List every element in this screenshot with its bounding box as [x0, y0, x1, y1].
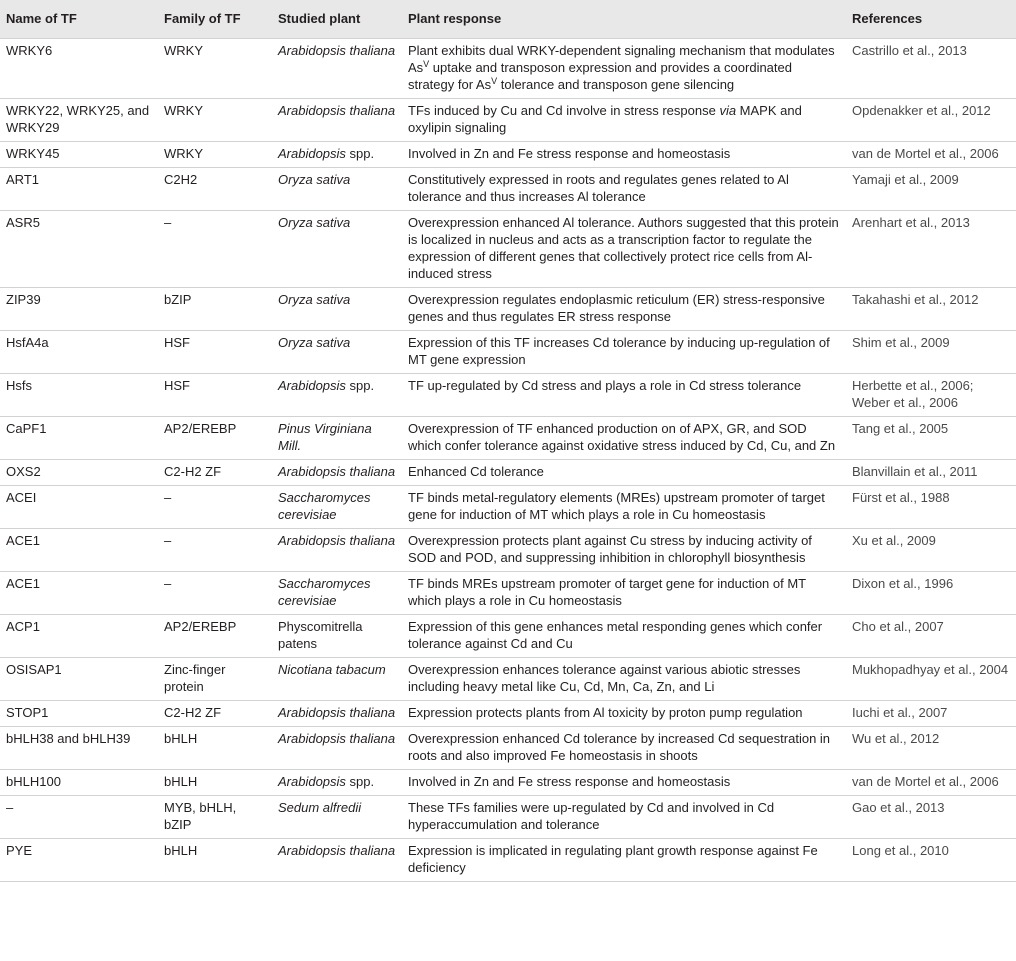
studied-plant-cell: Arabidopsis thaliana	[278, 102, 396, 118]
tf-family-cell: C2-H2 ZF	[164, 463, 222, 479]
tf-name-cell: bHLH38 and bHLH39	[6, 730, 131, 746]
tf-name-cell: ACE1	[6, 575, 40, 591]
reference-cell: Long et al., 2010	[852, 842, 949, 858]
table-row	[0, 416, 1016, 459]
table-row	[0, 330, 1016, 373]
reference-cell: van de Mortel et al., 2006	[852, 773, 999, 789]
tf-name-cell: WRKY6	[6, 42, 53, 58]
table-row	[0, 614, 1016, 657]
studied-plant-cell: Arabidopsis thaliana	[278, 42, 396, 58]
tf-family-cell: bHLH	[164, 773, 198, 789]
reference-cell: Fürst et al., 1988	[852, 489, 950, 505]
header-name-of-tf: Name of TF	[6, 11, 77, 27]
reference-cell: Takahashi et al., 2012	[852, 291, 979, 307]
plant-response-cell: Expression of this gene enhances metal responding genes which confer tolerance against Cd and Cu	[408, 618, 823, 651]
tf-name-cell: OXS2	[6, 463, 41, 479]
studied-plant-cell: Arabidopsis thaliana	[278, 463, 396, 479]
plant-response-cell: Plant exhibits dual WRKY-dependent signaling mechanism that modulates $As^V$ uptake and transposon expression and provides a coordinated strategy for $As^V$ tolerance and transposon gene silencing	[408, 42, 835, 92]
reference-cell: Xu et al., 2009	[852, 532, 936, 548]
table-row	[0, 141, 1016, 167]
reference-cell: Mukhopadhyay et al., 2004	[852, 661, 1009, 677]
plant-response-cell: Constitutively expressed in roots and regulates genes related to Al tolerance and thus increases Al tolerance	[408, 171, 789, 204]
table-row	[0, 571, 1016, 614]
reference-cell: Shim et al., 2009	[852, 334, 950, 350]
studied-plant-cell: Arabidopsis thaliana	[278, 532, 396, 548]
tf-name-cell: WRKY45	[6, 145, 60, 161]
plant-response-cell: These TFs families were up-regulated by Cd and involved in Cd hyperaccumulation and tolerance	[408, 799, 775, 832]
tf-family-cell: WRKY	[164, 42, 203, 58]
tf-name-cell: ART1	[6, 171, 39, 187]
table-row	[0, 287, 1016, 330]
plant-response-cell: Overexpression protects plant against Cu stress by inducing activity of SOD and POD, and suppressing inhibition in chlorophyll biosynthesis	[408, 532, 812, 565]
reference-cell: Herbette et al., 2006; Weber et al., 2006	[852, 377, 974, 410]
reference-cell: Tang et al., 2005	[852, 420, 949, 436]
tf-name-cell: CaPF1	[6, 420, 47, 436]
tf-family-cell: –	[164, 532, 172, 548]
header-row	[0, 0, 1016, 38]
table-row	[0, 38, 1016, 98]
reference-cell: Blanvillain et al., 2011	[852, 463, 978, 479]
reference-cell: Iuchi et al., 2007	[852, 704, 948, 720]
tf-family-cell: AP2/EREBP	[164, 420, 237, 436]
plant-response-cell: Expression of this TF increases Cd tolerance by inducing up-regulation of MT gene expression	[408, 334, 830, 367]
plant-response-cell: Overexpression of TF enhanced production on of APX, GR, and SOD which confer tolerance against oxidative stress induced by Cd, Cu, and Zn	[408, 420, 836, 453]
header-family-of-tf: Family of TF	[164, 11, 241, 27]
tf-name-cell: ACE1	[6, 532, 40, 548]
reference-cell: Castrillo et al., 2013	[852, 42, 967, 58]
table-row	[0, 795, 1016, 838]
tf-family-cell: C2-H2 ZF	[164, 704, 222, 720]
reference-cell: Wu et al., 2012	[852, 730, 940, 746]
tf-name-cell: OSISAP1	[6, 661, 62, 677]
tf-family-cell: Zinc-finger protein	[164, 661, 226, 694]
tf-family-cell: –	[164, 214, 172, 230]
studied-plant-cell: Saccharomyces cerevisiae	[278, 575, 371, 608]
tf-name-cell: STOP1	[6, 704, 49, 720]
studied-plant-cell: Nicotiana tabacum	[278, 661, 386, 677]
plant-response-cell: Involved in Zn and Fe stress response and homeostasis	[408, 145, 731, 161]
tf-name-cell: Hsfs	[6, 377, 32, 393]
table-row	[0, 700, 1016, 726]
tf-family-cell: HSF	[164, 334, 190, 350]
plant-response-cell: Expression is implicated in regulating plant growth response against Fe deficiency	[408, 842, 818, 875]
plant-response-cell: Expression protects plants from Al toxicity by proton pump regulation	[408, 704, 803, 720]
table-header	[0, 0, 1016, 38]
reference-cell: Yamaji et al., 2009	[852, 171, 959, 187]
tf-family-cell: bZIP	[164, 291, 192, 307]
tf-name-cell: –	[6, 799, 14, 815]
table-row	[0, 485, 1016, 528]
tf-family-cell: –	[164, 489, 172, 505]
plant-response-cell: Overexpression enhanced Cd tolerance by increased Cd sequestration in roots and also improved Fe homeostasis in shoots	[408, 730, 831, 763]
tf-family-cell: AP2/EREBP	[164, 618, 237, 634]
studied-plant-cell: Oryza sativa	[278, 214, 351, 230]
reference-cell: Dixon et al., 1996	[852, 575, 954, 591]
studied-plant-cell: Arabidopsis spp.	[278, 773, 375, 789]
plant-response-cell: TF binds metal-regulatory elements (MREs) upstream promoter of target gene for induction of MT which plays a role in Cu homeostasis	[408, 489, 825, 522]
tf-name-cell: ACEI	[6, 489, 37, 505]
header-plant-response: Plant response	[408, 11, 502, 27]
tf-family-cell: bHLH	[164, 730, 198, 746]
studied-plant-cell: Arabidopsis thaliana	[278, 730, 396, 746]
reference-cell: Arenhart et al., 2013	[852, 214, 970, 230]
table-row	[0, 98, 1016, 141]
table-row	[0, 657, 1016, 700]
tf-name-cell: WRKY22, WRKY25, and WRKY29	[6, 102, 150, 135]
table-body	[0, 38, 1016, 881]
plant-response-cell: Involved in Zn and Fe stress response and homeostasis	[408, 773, 731, 789]
table-row	[0, 167, 1016, 210]
table-row	[0, 726, 1016, 769]
studied-plant-cell: Pinus Virginiana Mill.	[278, 420, 372, 453]
tf-name-cell: ZIP39	[6, 291, 41, 307]
tf-name-cell: bHLH100	[6, 773, 61, 789]
reference-cell: van de Mortel et al., 2006	[852, 145, 999, 161]
studied-plant-cell: Physcomitrella patens	[278, 618, 363, 651]
tf-family-cell: C2H2	[164, 171, 198, 187]
reference-cell: Opdenakker et al., 2012	[852, 102, 991, 118]
reference-cell: Gao et al., 2013	[852, 799, 945, 815]
studied-plant-cell: Saccharomyces cerevisiae	[278, 489, 371, 522]
header-references: References	[852, 11, 923, 27]
table-row	[0, 373, 1016, 416]
tf-name-cell: ACP1	[6, 618, 40, 634]
table-row	[0, 838, 1016, 881]
tf-name-cell: ASR5	[6, 214, 40, 230]
studied-plant-cell: Oryza sativa	[278, 334, 351, 350]
table-row	[0, 210, 1016, 287]
studied-plant-cell: Arabidopsis spp.	[278, 145, 375, 161]
reference-cell: Cho et al., 2007	[852, 618, 944, 634]
plant-response-cell: Overexpression enhanced Al tolerance. Authors suggested that this protein is localized in nucleus and acts as a transcription factor to regulate the expression of different genes that collectively protect rice cells from Al-induced stress	[408, 214, 839, 281]
header-studied-plant: Studied plant	[278, 11, 361, 27]
plant-response-cell: TF up-regulated by Cd stress and plays a role in Cd stress tolerance	[408, 377, 802, 393]
studied-plant-cell: Arabidopsis thaliana	[278, 842, 396, 858]
tf-family-cell: HSF	[164, 377, 190, 393]
studied-plant-cell: Arabidopsis spp.	[278, 377, 375, 393]
table-row	[0, 769, 1016, 795]
tf-family-cell: bHLH	[164, 842, 198, 858]
tf-name-cell: HsfA4a	[6, 334, 49, 350]
tf-family-cell: WRKY	[164, 145, 203, 161]
table-row	[0, 459, 1016, 485]
tf-family-cell: MYB, bHLH, bZIP	[164, 799, 237, 832]
tf-name-cell: PYE	[6, 842, 33, 858]
plant-response-cell: TF binds MREs upstream promoter of target gene for induction of MT which plays a role in Cu homeostasis	[408, 575, 806, 608]
studied-plant-cell: Oryza sativa	[278, 171, 351, 187]
tf-family-cell: –	[164, 575, 172, 591]
plant-response-cell: Overexpression enhances tolerance against various abiotic stresses including heavy metal like Cu, Cd, Mn, Ca, Zn, and Li	[408, 661, 801, 694]
studied-plant-cell: Arabidopsis thaliana	[278, 704, 396, 720]
table-row	[0, 528, 1016, 571]
tf-family-cell: WRKY	[164, 102, 203, 118]
plant-response-cell: Overexpression regulates endoplasmic reticulum (ER) stress-responsive genes and thus regulates ER stress response	[408, 291, 825, 324]
plant-response-cell: Enhanced Cd tolerance	[408, 463, 544, 479]
plant-response-cell: TFs induced by Cu and Cd involve in stress response via MAPK and oxylipin signaling	[408, 102, 802, 135]
studied-plant-cell: Oryza sativa	[278, 291, 351, 307]
studied-plant-cell: Sedum alfredii	[278, 799, 362, 815]
